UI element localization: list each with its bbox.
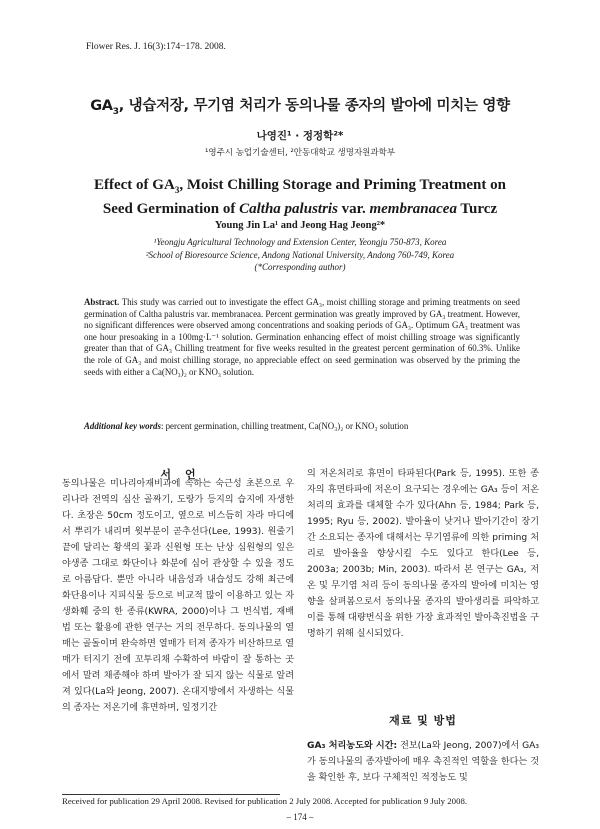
affiliation-2: ²School of Bioresource Science, Andong National University, Andong 760-749, Korea xyxy=(145,249,455,260)
english-title-var: var. xyxy=(337,201,370,217)
abstract-label: Abstract. xyxy=(84,297,120,307)
english-title-line1a: Effect of GA xyxy=(94,177,175,193)
korean-title-subscript: 3 xyxy=(112,106,119,117)
english-title-authority: Turcz xyxy=(456,201,498,217)
korean-title-ga: GA xyxy=(90,98,113,114)
korean-affiliations: ¹영주시 농업기술센터, ²안동대학교 생명자원과학부 xyxy=(204,148,396,158)
affiliation-1: ¹Yeongju Agricultural Technology and Extension Center, Yeongju 750-873, Korea xyxy=(153,237,447,247)
page-number: – 174 – xyxy=(286,812,314,822)
korean-authors: 나영진¹ · 정정학²* xyxy=(256,130,344,142)
key-words-text: : percent germination, chilling treatment, Ca(NO₃)₂ or KNO₃ solution xyxy=(160,421,409,431)
methods-body: 전보(La와 Jeong, 2007)에서 GA₃가 동의나물의 종자발아에 매우 촉진적인 역할을 한다는 것을 확인한 후, 보다 구체적인 적정농도 및 xyxy=(307,741,540,783)
introduction-continued-text: 의 저온처리로 휴면이 타파된다(Park 등, 1995). 또한 종자의 휴면타파에 저온이 요구되는 경우에는 GA₃ 등이 저온처리의 효과를 대체할 수가 있다(Ahn 등, 1984; Park 등, 1995; Ryu 등, 2002). 발아율이 낮거나 발아기간이 장기간 소요되는 종자에 대해서는 무기염류에 의한 priming 처리로 발아율을 향상시킬 수도 있다고 한다(Lee 등, 2003a; 2003b; Min, 2003). 따라서 본 연구는 GA₃, 저온 및 무기염 처리 등이 동의나물 종자의 발아에 미치는 영향을 살펴봄으로서 동의나물 종자의 발아생리를 파악하고 이를 통해 대량번식을 위한 가장 효과적인 발아촉진법을 구명하기 위해 실시되었다. xyxy=(307,469,539,639)
korean-title-rest: , 냉습저장, 무기염 처리가 동의나물 종자의 발아에 미치는 영향 xyxy=(118,98,510,114)
received-note: Received for publication 29 April 2008. Revised for publication 2 July 2008. Accepted for publication 9 July 2008. xyxy=(62,796,468,806)
key-words xyxy=(84,421,520,431)
methods-heading: 재료 및 방법 xyxy=(389,714,457,727)
english-title-variety: membranacea xyxy=(369,201,457,217)
english-authors: Young Jin La¹ and Jeong Hag Jeong²* xyxy=(214,220,386,231)
english-affiliations xyxy=(0,236,600,274)
key-words-label: Additional key words xyxy=(84,421,161,431)
journal-citation: Flower Res. J. 16(3):174−178. 2008. xyxy=(86,42,226,52)
methods-text xyxy=(307,738,539,786)
english-title-line1b: , Moist Chilling Storage and Priming Treatment on xyxy=(179,177,506,193)
footnote-divider xyxy=(62,794,280,795)
english-title-subscript: 3 xyxy=(174,185,180,195)
introduction-heading: 서언 xyxy=(160,468,210,481)
korean-title xyxy=(0,94,600,117)
methods-subheading: GA₃ 처리농도와 시간: xyxy=(307,741,398,751)
corresponding-author-note: (*Corresponding author) xyxy=(254,262,346,272)
english-title-species: Caltha palustris xyxy=(239,201,338,217)
english-title-line2a: Seed Germination of xyxy=(102,201,240,217)
introduction-text: 동의나물은 미나리아재비과에 속하는 숙근성 초본으로 우리나라 전역의 심산 골짜기, 도랑가 등지의 습지에 자생한다. 초장은 50cm 정도이고, 옆으로 비스듬히 자라 마디에서 뿌리가 내리며 윗부분이 곧추선다(Lee, 1993). 원줄기 끝에 달리는 황색의 꽃과 신원형 또는 난상 심원형의 잎은 야생종 그대로 화단이나 화분에 심어 관상할 수 있을 정도로 아름답다. 뿐만 아니라 내음성과 내습성도 강해 최근에 화단용이나 지피식물 등으로 비교적 많이 이용하고 있는 자생화훼 중의 한 종류(KWRA, 2000)이나 그 번식법, 재배법 또는 활용에 관한 연구는 거의 전무하다. 동의나물의 열매는 골돌이며 완숙하면 열매가 터져 종자가 비산하므로 열매가 터지기 전에 꼬투리채 수확하여 바람이 잘 통하는 곳에서 말려 채종해야 하며 발아가 잘 되지 않는 식물로 알려져 있다(La와 Jeong, 2007). 온대지방에서 자생하는 식물의 종자는 저온기에 휴면하며, 일정기간 xyxy=(62,479,294,713)
abstract-text: This study was carried out to investigate the effect GA₃, moist chilling storage and priming treatments on seed germination of Caltha palustris var. membranacea. Percent germination was greatly improved by GA₃ treatment. However, no significant differences were observed among concentrations and soaking periods of GA₃. Optimum GA₃ treatment was one hour presoaking in a 100mg·L⁻¹ solution. Germination enhancing effect of moist chilling stroage was significantly greater than that of GA₃ Chilling treatment for five weeks resulted in the greatest percent germination of 60.3%. Unlike the role of GA₃ and moist chilling storage, no appreciable effect on seed germination was observed by the priming the seeds with either a Ca(NO₃)₂ or KNO₃ solution. xyxy=(84,297,520,377)
english-title xyxy=(40,176,560,219)
abstract xyxy=(84,297,520,378)
